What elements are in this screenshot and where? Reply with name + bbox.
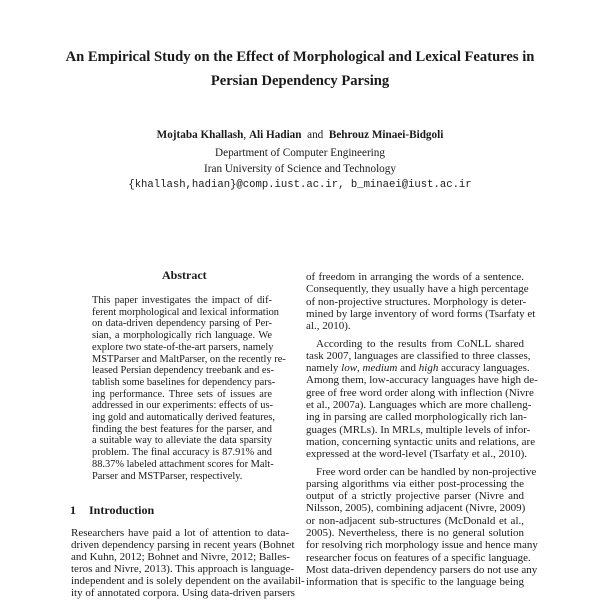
text-line: of non-projective structures. Morphology is deter- (306, 295, 527, 308)
author-conjunction: and (307, 129, 324, 141)
text-line: gree of free word order along with inflection (Nivre (306, 386, 534, 399)
text-line: 88.37% labeled attachment scores for Malt- (92, 458, 274, 470)
text-line: problem. The final accuracy is 87.91% and (92, 447, 272, 459)
text-line: Consequently, they usually have a high percentage (306, 283, 529, 296)
text-line: al., 2010). (306, 320, 351, 333)
abstract-heading: Abstract (162, 268, 207, 282)
text-line: Researchers have paid a lot of attention to data- (71, 527, 289, 539)
text-line: a suitable way to alleviate the data sparsity (92, 435, 272, 447)
text-line: Among them, low-accuracy languages have high de- (306, 374, 538, 387)
text-line: driven dependency parsing in recent years (Bohnet (71, 539, 295, 551)
text-line: researcher focus on features of a specific language. (306, 551, 531, 564)
text-line: This paper investigates the impact of dif- (92, 295, 272, 306)
author-1: Mojtaba Khallash (156, 129, 244, 141)
text-line: or non-adjacent sub-structures (McDonald et al., (306, 514, 524, 527)
text-line: information that is specific to the language being (306, 576, 524, 589)
text-line: leased Persian dependency treebank and es- (92, 365, 275, 377)
text-line: output of a strictly projective parser (Nivre and (306, 490, 524, 503)
text-line: explore two state-of-the-art parsers, namely (92, 341, 274, 353)
text-line: ing gold and automatically derived features, (92, 412, 275, 423)
text-line: sian, a morphologically rich language. We (92, 330, 272, 342)
text-line: expressed at the word-level (Tsarfaty et al., 2010). (306, 448, 527, 461)
text-line: and Kuhn, 2012; Bohnet and Nivre, 2012; Balles- (71, 551, 291, 563)
text-line: guages (MRLs). In MRLs, multiple levels of infor- (306, 423, 531, 436)
text-line: parsing algorithms via either post-processing the (306, 477, 524, 490)
text-line: Parser and MSTParser, respectively. (92, 470, 243, 482)
paper-title-line-2: Persian Dependency Parsing (210, 73, 390, 89)
text-line: addressed in our experiments: effects of us- (92, 400, 274, 412)
text-line: Nilsson, 2005), combining adjacent (Nivre, 2009) (306, 502, 526, 515)
text-line: ing performance. Three sets of issues are (92, 388, 272, 400)
text-line: independent and is solely dependent on the availabil- (71, 575, 305, 587)
text-line: for resolving rich morphology issue and hence many (306, 539, 538, 552)
text-line: mation, concerning syntactic units and relations, are (306, 435, 536, 448)
author-emails: {khallash,hadian}@comp.iust.ac.ir, b_minaei@iust.ac.ir (128, 179, 472, 191)
text-line: MSTParser and MaltParser, on the recently re- (92, 353, 286, 365)
text-line: Most data-driven dependency parsers do not use any (306, 563, 538, 576)
text-line: 2005). Nevertheless, there is no general solution (306, 527, 524, 539)
text-line: ity of annotated corpora. Using data-driven parsers (71, 587, 295, 599)
text-line: of freedom in arranging the words of a sentence. (306, 271, 524, 283)
author-3: Behrouz Minaei-Bidgoli (328, 129, 444, 141)
intro-heading: Introduction (89, 503, 155, 517)
text-line: task 2007, languages are classified to three classes, (306, 349, 531, 362)
intro-section-number: 1 (70, 503, 76, 517)
text-line: ing in parsing are called morphologically rich lan- (306, 411, 527, 424)
text-line: teros and Nivre, 2013). This approach is language- (71, 563, 295, 575)
paper-title-line-1: An Empirical Study on the Effect of Morphological and Lexical Features in (65, 49, 535, 65)
author-2: Ali Hadian (248, 129, 302, 141)
affiliation-department: Department of Computer Engineering (215, 147, 385, 159)
text-line: According to the results from CoNLL shared (316, 337, 524, 350)
author-list: Mojtaba Khallash, Ali Hadian and Behrouz Minaei-Bidgoli (156, 129, 444, 141)
text-line: namely low, medium and high accuracy languages. (306, 362, 530, 375)
text-line: ferent morphological and lexical information (92, 306, 279, 318)
text-line: et al., 2007a). Languages which are more challeng- (306, 399, 532, 411)
affiliation-university: Iran University of Science and Technology (204, 163, 396, 175)
text-line: tablish some baselines for dependency pars- (92, 376, 276, 388)
text-line: finding the best features for the parser, and (92, 423, 272, 435)
text-line: Free word order can be handled by non-projective (316, 465, 537, 478)
text-line: mined by large inventory of word forms (Tsarfaty et (306, 307, 536, 320)
text-line: on data-driven dependency parsing of Per- (92, 318, 272, 330)
